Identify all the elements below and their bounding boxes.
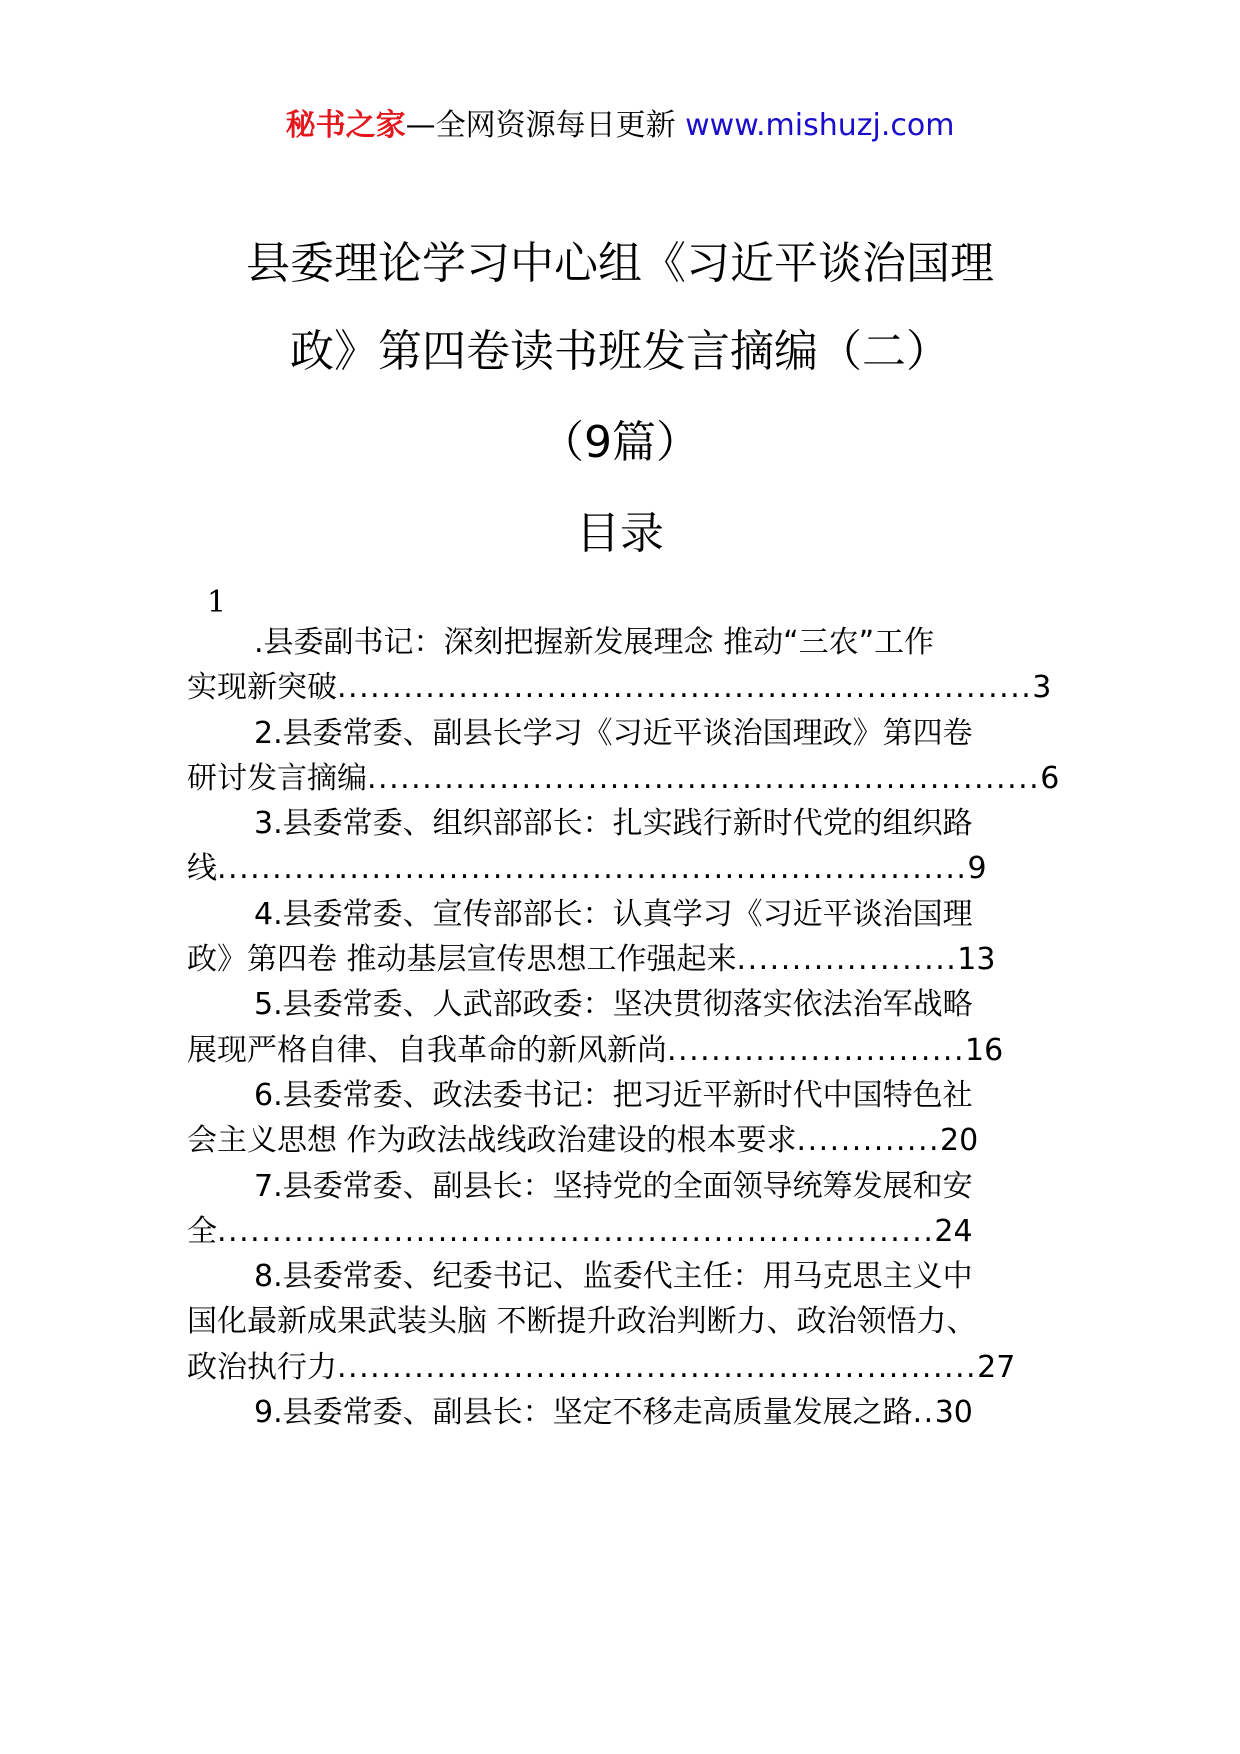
toc-entry-page: 6 bbox=[1040, 760, 1060, 796]
toc-leader-dots: .................................................................... bbox=[217, 851, 968, 887]
toc-entry-title: .县委副书记：深刻把握新发展理念 推动“三农”工作 bbox=[254, 625, 935, 660]
toc-entry-title-cont: 展现严格自律、自我革命的新风新尚 bbox=[187, 1032, 667, 1068]
toc-entry[interactable] bbox=[187, 1254, 1051, 1390]
toc-leader-dots: ............. bbox=[796, 1123, 941, 1159]
toc-entry-title-cont: 政》第四卷 推动基层宣传思想工作强起来 bbox=[187, 942, 737, 978]
toc-leader-dots: .................... bbox=[736, 942, 958, 978]
toc-entry-page: 20 bbox=[940, 1123, 979, 1159]
toc-entry[interactable] bbox=[187, 982, 1051, 1073]
site-tagline: —全网资源每日更新 bbox=[405, 108, 686, 143]
toc-entry-title: 8.县委常委、纪委书记、监委代主任：用马克思主义中 bbox=[254, 1259, 973, 1295]
toc-entry-title-cont: 会主义思想 作为政法战线政治建设的根本要求 bbox=[187, 1123, 797, 1159]
toc-entry-page: 30 bbox=[934, 1395, 973, 1431]
toc-entry[interactable] bbox=[187, 1073, 1051, 1164]
toc-entry[interactable] bbox=[187, 620, 1051, 711]
toc-entry-title: 2.县委常委、副县长学习《习近平谈治国理政》第四卷 bbox=[254, 715, 973, 751]
toc-leader-dots: ............................................................... bbox=[337, 670, 1033, 706]
brand-name: 秘书之家 bbox=[285, 108, 406, 143]
toc-entry-title-cont: 研讨发言摘编 bbox=[187, 760, 367, 796]
toc-heading: 目录 bbox=[576, 508, 664, 559]
site-header bbox=[0, 98, 1240, 154]
toc-entry[interactable] bbox=[187, 1390, 1051, 1435]
toc-entry-title: 5.县委常委、人武部政委：坚决贯彻落实依法治军战略 bbox=[254, 987, 973, 1023]
table-of-contents bbox=[187, 620, 1060, 1435]
toc-entry[interactable] bbox=[187, 801, 1051, 892]
toc-entry[interactable] bbox=[187, 1164, 1051, 1255]
toc-entry-title: 4.县委常委、宣传部部长：认真学习《习近平谈治国理 bbox=[254, 896, 973, 932]
toc-entry-page: 13 bbox=[957, 942, 996, 978]
toc-entry-title-cont: 政治执行力 bbox=[187, 1349, 337, 1385]
toc-entry-title: 3.县委常委、组织部部长：扎实践行新时代党的组织路 bbox=[254, 806, 973, 842]
site-url-link[interactable]: www.mishuzj.com bbox=[685, 108, 955, 143]
toc-entry[interactable] bbox=[187, 892, 1051, 983]
toc-entry-title-cont: 全 bbox=[187, 1213, 217, 1249]
document-title-line-3: （9篇） bbox=[540, 417, 700, 468]
toc-first-number: 1 bbox=[207, 585, 227, 620]
toc-leader-dots: .......................................................... bbox=[337, 1349, 978, 1385]
toc-entry-title-cont: 线 bbox=[187, 851, 217, 887]
toc-leader-dots: ........................... bbox=[667, 1032, 965, 1068]
toc-entry[interactable] bbox=[187, 711, 1060, 802]
document-title-line-2: 政》第四卷读书班发言摘编（二） bbox=[290, 326, 950, 377]
toc-entry-title: 7.县委常委、副县长：坚持党的全面领导统筹发展和安 bbox=[254, 1168, 973, 1204]
toc-leader-dots: ................................................................. bbox=[217, 1213, 935, 1249]
toc-leader-dots: ............................................................. bbox=[367, 760, 1041, 796]
toc-entry-page: 24 bbox=[934, 1213, 973, 1249]
toc-entry-title: 6.县委常委、政法委书记：把习近平新时代中国特色社 bbox=[254, 1077, 973, 1113]
toc-entry-page: 27 bbox=[977, 1349, 1016, 1385]
toc-entry-title-cont: 国化最新成果武装头脑 不断提升政治判断力、政治领悟力、 bbox=[187, 1304, 977, 1340]
toc-entry-page: 16 bbox=[964, 1032, 1004, 1068]
toc-entry-title-cont: 实现新突破 bbox=[187, 670, 337, 706]
toc-entry-title: 9.县委常委、副县长：坚定不移走高质量发展之路 bbox=[254, 1395, 913, 1431]
toc-entry-page: 3 bbox=[1032, 670, 1052, 706]
toc-entry-page: 9 bbox=[967, 851, 987, 887]
document-title-line-1: 县委理论学习中心组《习近平谈治国理 bbox=[246, 238, 994, 289]
toc-leader-dots: .. bbox=[912, 1395, 935, 1431]
